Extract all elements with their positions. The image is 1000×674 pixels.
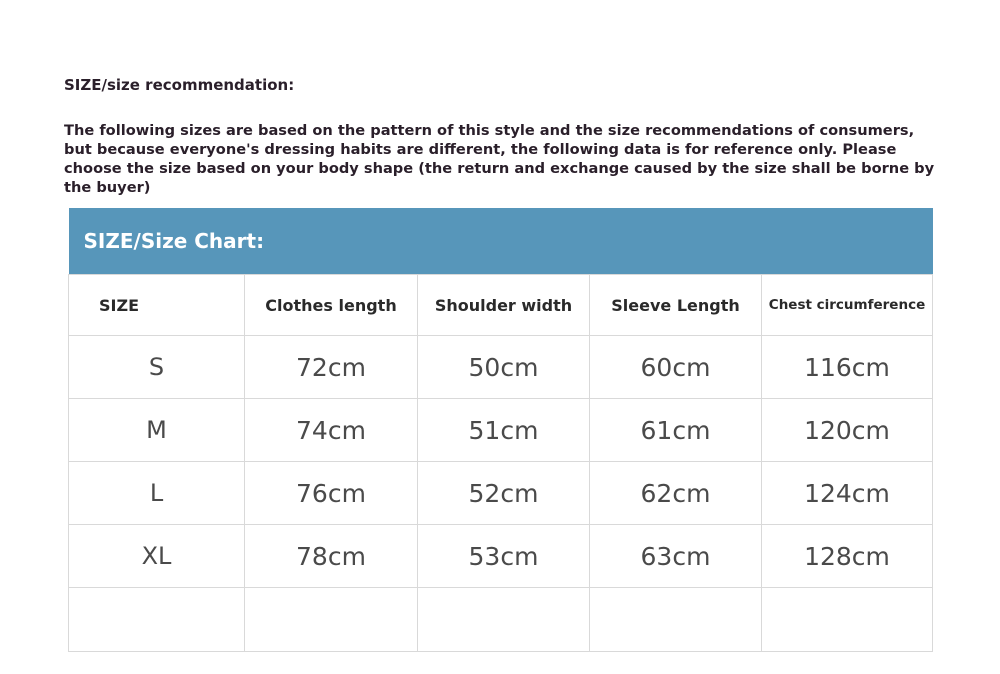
column-header-row — [69, 275, 933, 336]
section-heading: SIZE/size recommendation: — [64, 76, 295, 94]
empty-table-row — [69, 588, 933, 652]
empty-cell — [418, 588, 590, 652]
clothes-length-cell: 76cm — [245, 462, 418, 525]
empty-cell — [69, 588, 245, 652]
sleeve-length-cell: 62cm — [590, 462, 762, 525]
clothes-length-cell: 78cm — [245, 525, 418, 588]
column-header-size: SIZE — [69, 275, 245, 336]
sleeve-length-cell: 61cm — [590, 399, 762, 462]
shoulder-width-cell: 51cm — [418, 399, 590, 462]
chest-circumference-cell: 124cm — [762, 462, 933, 525]
empty-cell — [245, 588, 418, 652]
shoulder-width-cell: 50cm — [418, 336, 590, 399]
table-row — [69, 525, 933, 588]
chest-circumference-cell: 120cm — [762, 399, 933, 462]
empty-cell — [762, 588, 933, 652]
clothes-length-cell: 72cm — [245, 336, 418, 399]
table-row — [69, 462, 933, 525]
column-header-chest-circumference: Chest circumference — [762, 275, 933, 336]
column-header-clothes-length: Clothes length — [245, 275, 418, 336]
size-cell: S — [69, 336, 245, 399]
table-banner-row — [69, 208, 933, 275]
size-chart-table — [68, 208, 933, 652]
column-header-shoulder-width: Shoulder width — [418, 275, 590, 336]
table-row — [69, 336, 933, 399]
table-row — [69, 399, 933, 462]
sleeve-length-cell: 63cm — [590, 525, 762, 588]
chest-circumference-cell: 128cm — [762, 525, 933, 588]
intro-paragraph: The following sizes are based on the pattern of this style and the size recommendations of consumers, but because everyone's dressing habits are different, the following data is for reference only. Please choose the size based on your body shape (the return and exchange caused by the size shall be borne by the buyer) — [64, 122, 935, 196]
size-cell: XL — [69, 525, 245, 588]
empty-cell — [590, 588, 762, 652]
chest-circumference-cell: 116cm — [762, 336, 933, 399]
table-title: SIZE/Size Chart: — [69, 208, 933, 275]
sleeve-length-cell: 60cm — [590, 336, 762, 399]
clothes-length-cell: 74cm — [245, 399, 418, 462]
size-cell: M — [69, 399, 245, 462]
size-cell: L — [69, 462, 245, 525]
shoulder-width-cell: 53cm — [418, 525, 590, 588]
shoulder-width-cell: 52cm — [418, 462, 590, 525]
column-header-sleeve-length: Sleeve Length — [590, 275, 762, 336]
